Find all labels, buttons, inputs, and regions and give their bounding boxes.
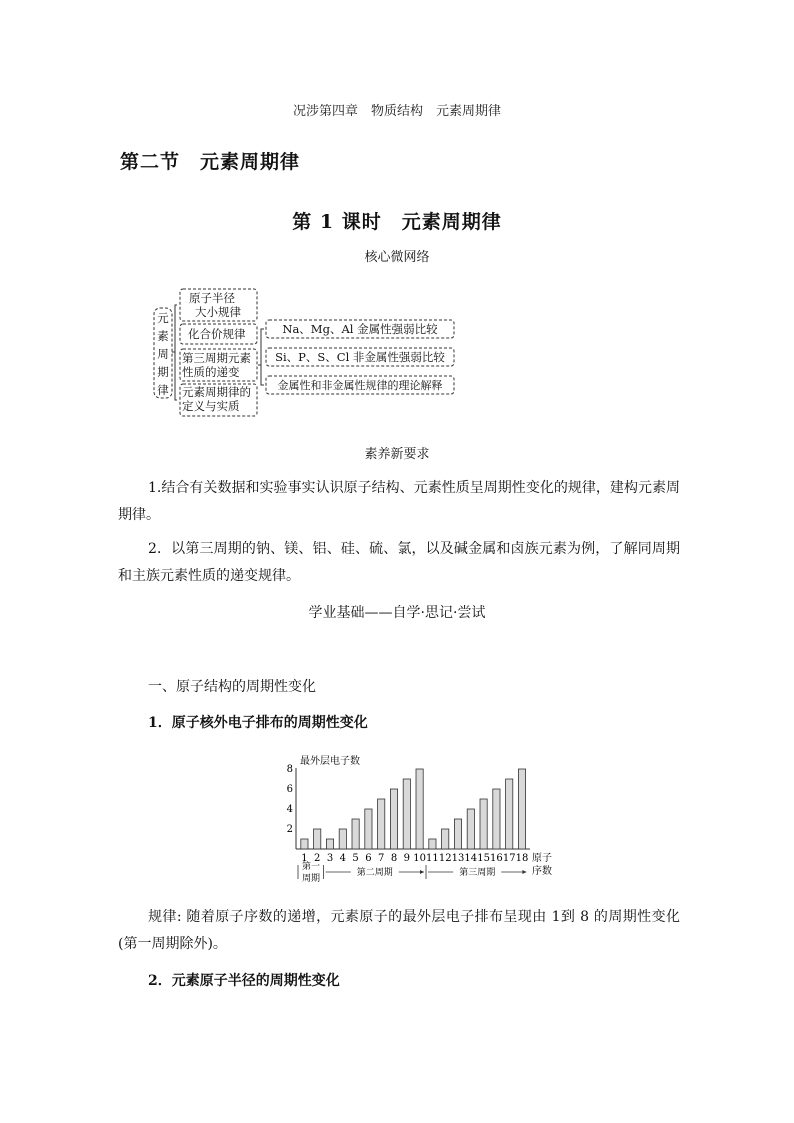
x-tick-label: 1 (301, 853, 308, 864)
bar (454, 819, 461, 849)
bar (378, 799, 385, 849)
bar (518, 769, 525, 849)
period-label: 第三周期 (459, 868, 496, 878)
x-tick-label: 10 (413, 853, 426, 864)
y-tick-label: 6 (286, 784, 293, 795)
branch-label: 原子半径 (189, 291, 235, 305)
bar (442, 829, 449, 849)
branch-label: 第三周期元素 (182, 351, 251, 365)
requirement-item-1: 1.结合有关数据和实验事实认识原子结构、元素性质呈周期性变化的规律，建构元素周期律。 (118, 480, 680, 523)
root-char: 元 (157, 311, 169, 325)
x-axis-label: 原子 (532, 853, 552, 864)
x-axis-label: 序数 (532, 866, 552, 877)
x-tick-label: 16 (490, 853, 503, 864)
root-char: 律 (157, 383, 169, 397)
concept-network-diagram (148, 282, 468, 418)
branch-label: 化合价规律 (188, 327, 246, 341)
x-tick-label: 2 (314, 853, 321, 864)
study-heading: 学业基础——自学·思记·尝试 (308, 605, 486, 621)
item1-heading: 1．原子核外电子排布的周期性变化 (148, 715, 368, 731)
sub-branch-label: Si、P、S、Cl 非金属性强弱比较 (275, 350, 445, 364)
x-tick-label: 5 (352, 853, 359, 864)
x-tick-label: 13 (451, 853, 465, 864)
page-header: 况涉第四章 物质结构 元素周期律 (292, 104, 501, 119)
bar (480, 799, 487, 849)
y-tick-label: 8 (286, 764, 293, 775)
root-brace (175, 305, 177, 400)
x-tick-label: 4 (339, 853, 346, 864)
bar (301, 839, 308, 849)
x-tick-label: 15 (477, 853, 490, 864)
bar (429, 839, 436, 849)
y-tick-label: 2 (286, 824, 293, 835)
branch-label: 定义与实质 (182, 399, 240, 413)
bar (416, 769, 423, 849)
sub-branch-label: Na、Mg、Al 金属性强弱比较 (282, 322, 438, 336)
bar (403, 779, 410, 849)
bar (314, 829, 321, 849)
y-axis-label: 最外层电子数 (300, 756, 360, 767)
x-tick-label: 9 (403, 853, 410, 864)
bar (493, 789, 500, 849)
period-label: 第一 (302, 862, 321, 872)
rule-text: 规律: 随着原子序数的递增，元素原子的最外层电子排布呈现由 1到 8 的周期性变化(第一周期除外)。 (118, 909, 680, 952)
x-tick-label: 3 (326, 853, 334, 864)
root-char: 周 (157, 347, 169, 361)
network-heading: 核心微网络 (364, 250, 430, 265)
bar (506, 779, 513, 849)
x-tick-label: 12 (438, 853, 452, 864)
x-tick-label: 7 (378, 853, 385, 864)
x-tick-label: 11 (426, 853, 439, 864)
period-arrow-head (420, 870, 424, 874)
branch-label: 元素周期律的 (182, 385, 251, 399)
x-tick-label: 17 (502, 853, 516, 864)
bar (326, 839, 333, 849)
x-tick-label: 14 (464, 853, 478, 864)
lesson-title: 第 1 课时 元素周期律 (292, 211, 502, 233)
bar (467, 809, 474, 849)
period-label: 第二周期 (356, 868, 393, 878)
bar (365, 809, 372, 849)
y-tick-label: 4 (286, 804, 293, 815)
section-title: 第二节 元素周期律 (120, 151, 301, 173)
x-tick-label: 6 (365, 853, 372, 864)
item2-heading: 2．元素原子半径的周期性变化 (148, 973, 340, 989)
branch-label: 大小规律 (195, 305, 241, 319)
period-label: 周期 (302, 874, 321, 884)
x-tick-label: 18 (515, 853, 529, 864)
root-char: 期 (157, 365, 169, 379)
requirements-heading: 素养新要求 (364, 447, 430, 462)
sub-branch-label: 金属性和非金属性规律的理论解释 (277, 379, 443, 392)
requirement-item-2: 2．以第三周期的钠、镁、铝、硅、硫、氯，以及碱金属和卤族元素为例，了解同周期和主族元素性质的递变规律。 (118, 541, 680, 584)
sub-brace (261, 329, 264, 385)
part1-heading: 一、原子结构的周期性变化 (148, 679, 316, 695)
bar (352, 819, 359, 849)
branch-label: 性质的递变 (182, 365, 240, 379)
bar (339, 829, 346, 849)
bar (390, 789, 397, 849)
period-arrow-head (522, 870, 526, 874)
electron-chart (280, 748, 552, 884)
root-char: 素 (157, 329, 169, 343)
x-tick-label: 8 (390, 853, 398, 864)
